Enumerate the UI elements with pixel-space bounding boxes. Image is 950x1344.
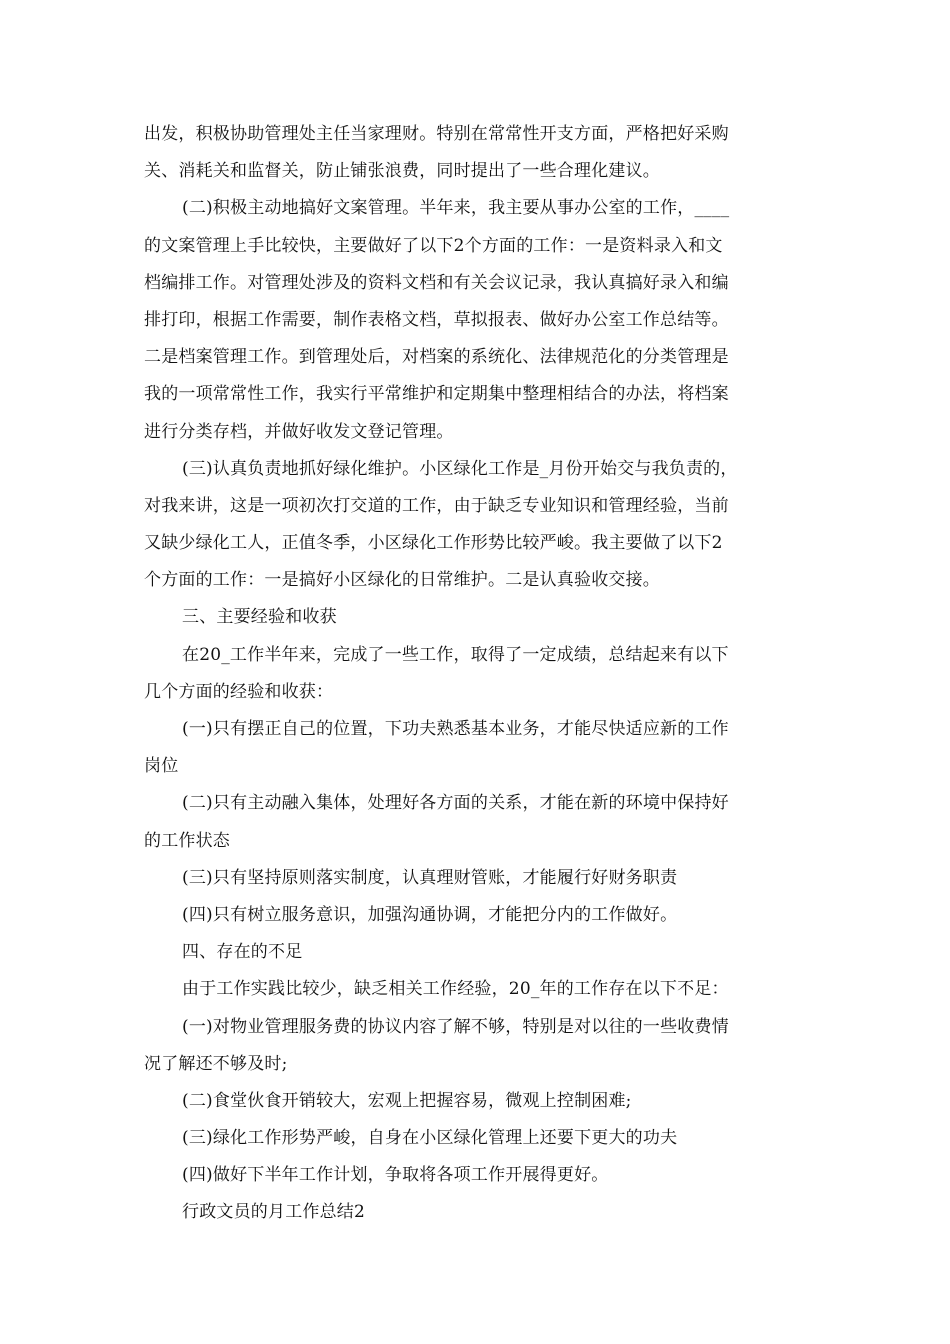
- text-line: 出发，积极协助管理处主任当家理财。特别在常常性开支方面，严格把好采购: [144, 124, 729, 144]
- text-line: 个方面的工作：一是搞好小区绿化的日常维护。二是认真验收交接。: [144, 570, 660, 591]
- text-line: 关、消耗关和监督关，防止铺张浪费，同时提出了一些合理化建议。: [144, 161, 660, 182]
- text-line: (一)只有摆正自己的位置，下功夫熟悉基本业务，才能尽快适应新的工作: [182, 719, 729, 739]
- text-line: 档编排工作。对管理处涉及的资料文档和有关会议记录，我认真搞好录入和编: [144, 272, 729, 293]
- text-line: 对我来讲，这是一项初次打交道的工作，由于缺乏专业知识和管理经验，当前: [144, 495, 729, 516]
- text-line: 四、存在的不足: [182, 942, 303, 963]
- text-line: 二是档案管理工作。到管理处后，对档案的系统化、法律规范化的分类管理是: [144, 347, 729, 368]
- text-line: (二)积极主动地搞好文案管理。半年来，我主要从事办公室的工作，____: [182, 198, 730, 219]
- text-line: 在20_工作半年来，完成了一些工作，取得了一定成绩，总结起来有以下: [182, 644, 729, 665]
- document-body: [144, 116, 808, 1232]
- text-line: (二)只有主动融入集体，处理好各方面的关系，才能在新的环境中保持好: [182, 793, 729, 814]
- text-line: 行政文员的月工作总结2: [182, 1202, 366, 1223]
- text-line: 我的一项常常性工作，我实行平常维护和定期集中整理相结合的办法，将档案: [144, 384, 729, 405]
- text-line: (三)只有坚持原则落实制度，认真理财管账，才能履行好财务职责: [182, 867, 678, 888]
- text-line: 进行分类存档，并做好收发文登记管理。: [144, 421, 454, 442]
- text-line: (二)食堂伙食开销较大，宏观上把握容易，微观上控制困难;: [182, 1090, 632, 1111]
- text-line: (三)绿化工作形势严峻，自身在小区绿化管理上还要下更大的功夫: [182, 1128, 678, 1149]
- text-line: (一)对物业管理服务费的协议内容了解不够，特别是对以往的一些收费情: [182, 1016, 729, 1037]
- text-line: (四)只有树立服务意识，加强沟通协调，才能把分内的工作做好。: [182, 904, 678, 925]
- text-line: 几个方面的经验和收获：: [144, 681, 334, 702]
- text-line: 由于工作实践比较少，缺乏相关工作经验，20_年的工作存在以下不足：: [182, 979, 729, 1000]
- text-line: 况了解还不够及时;: [144, 1053, 288, 1074]
- text-line: (四)做好下半年工作计划，争取将各项工作开展得更好。: [182, 1165, 609, 1186]
- text-line: 的工作状态: [144, 830, 230, 851]
- text-line: (三)认真负责地抓好绿化维护。小区绿化工作是_月份开始交与我负责的，: [182, 458, 738, 479]
- text-line: 三、主要经验和收获: [182, 607, 337, 628]
- text-line: 又缺少绿化工人，正值冬季，小区绿化工作形势比较严峻。我主要做了以下2: [144, 533, 723, 554]
- text-line: 排打印，根据工作需要，制作表格文档，草拟报表、做好办公室工作总结等。: [144, 309, 729, 330]
- text-line: 岗位: [144, 756, 179, 777]
- text-line: 的文案管理上手比较快，主要做好了以下2个方面的工作：一是资料录入和文: [144, 235, 723, 256]
